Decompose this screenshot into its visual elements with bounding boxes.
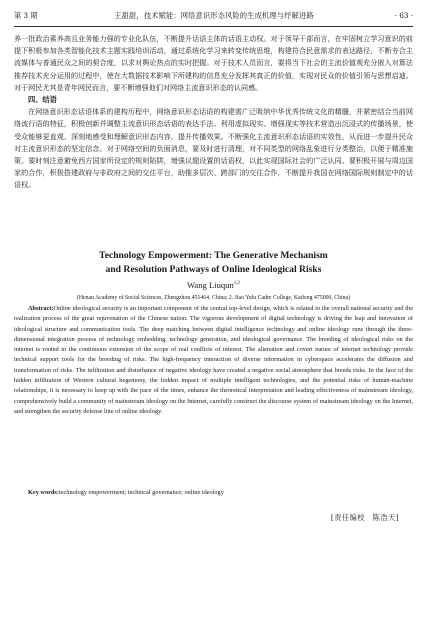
body-text: [14, 33, 413, 192]
title-line-2: and Resolution Pathways of Online Ideological Risks: [105, 264, 322, 275]
abstract-text: Online ideological security is an important component of the central top-level design, which is related to the overall national security and the realization process of the great rejuvenation of the Chinese nation. The vigorous development of digital technology is driving the leap and innovation of ideological structure and communication tools. The deep matching between digital intelligence technology and online ideology runs through the three-dimensional integration process of technology embedding, technology generation, and ideological governance. The breeding of ideological risks on the internet is rooted in the continuous extension of the scope of real conflicts of interest. The alienation and covert nature of internet technology provide technical support tools for the breeding of risks. The high-frequency interaction of diverse information in cyberspace accelerates the diffusion and transformation of risks. The infiltration and disturbance of negative ideology have created a negative social atmosphere that breeds risks. In the face of the hidden infiltration of Western cultural hegemony, the hidden impact of multiple intelligent technologies, and the potential risks of human-machine relationships, it is necessary to keep up with the pace of the times, enhance the theoretical interpretation and leading effectiveness of mainstream ideology, comprehensively build a community of mainstream ideology on the Internet, carefully construct the discourse system of mainstream ideology on the Internet, and strengthen the security defense line of online ideology.: [14, 305, 413, 415]
body-paragraph: 养一批政治素养高且业务能力强的专业化队伍，不断提升话语主体的话语主动权。对于领导干部而言，在牢固树立学习意识的前提下积极参加各类智能化技术主题实践培训活动，通过系统化学习来转变传统思维，构建符合民意需求的表达路径，不断夯合主流媒体与普通民众之间的契合度，以求对舆论热点的实时把握。对于技术人员而言，要将当下社会的主流价值观充分嵌入对算法推荐技术充分运用的过程中，使在大数据技术影响下所建构的信息充分发挥其真正的价值，实现对民众的价值引领与思想启迪。对于网民尤其是青年网民而言，要不断增强他们对网络主流意识形态的认同感。: [14, 34, 413, 92]
author: [14, 278, 413, 291]
affiliation: (Henan Academy of Social Sciences, Zhengzhou 451464, China; 2. Jiao Yulu Cadre College, Kaifeng 475000, China): [76, 295, 351, 301]
author-name: Wang Liuqun: [186, 279, 234, 290]
author-affil-marker: 1,2: [233, 281, 241, 286]
page-number: · 63 ·: [394, 11, 413, 20]
running-header: [14, 9, 413, 23]
header-rule: [14, 26, 413, 27]
section-heading: 四、结语: [28, 95, 57, 105]
keywords-text: technology empowerment; technical governance; online ideology: [58, 489, 224, 496]
abstract-label: Abstract:: [28, 305, 54, 312]
running-title: 王甜甜，技术赋能：网络意识形态风险的生成机理与纾解进路: [114, 11, 314, 20]
abstract: [14, 304, 413, 417]
title-line-1: Technology Empowerment: The Generative Mechanism: [99, 250, 328, 261]
editor-note: [责任编校 陈浩天]: [330, 513, 399, 522]
english-title: [14, 249, 413, 277]
issue-number: 第 3 期: [14, 11, 38, 20]
keywords-label: Key words:: [28, 489, 59, 496]
body-paragraph: 在网络意识形态话语体系的建构历程中，网络意识形态话语的构建需广泛吸纳中华优秀传统文化的精髓，并紧密结合当前网络流行语的特征，积极创新并调整主流意识形态话语的表达手法。利用虚拟现实、增强现实等技术营造出沉浸式的传播场景，使受众能够更直观、深刻地感受和理解意识形态内容，提升传播效果。不断强化主流意识形态话语的实效性，从而进一步提升民众对主流意识形态的坚定信念。对于网络空间的负面消息，要及时进行清理，对不同类型的网络乱象进行分类整治，以便于精准施策。要时刻注意避免西方国家所设定的规则陷阱，增强议题设置的话语权，以此实现国际社会的广泛认同。要积极开展与周边国家的合作，积极搭建政府与非政府之间的交往平台，助推多层次、跨部门的交往合作，不断提升我国在网络国际规则制定中的话语权。: [14, 107, 413, 190]
keywords: [14, 488, 413, 498]
